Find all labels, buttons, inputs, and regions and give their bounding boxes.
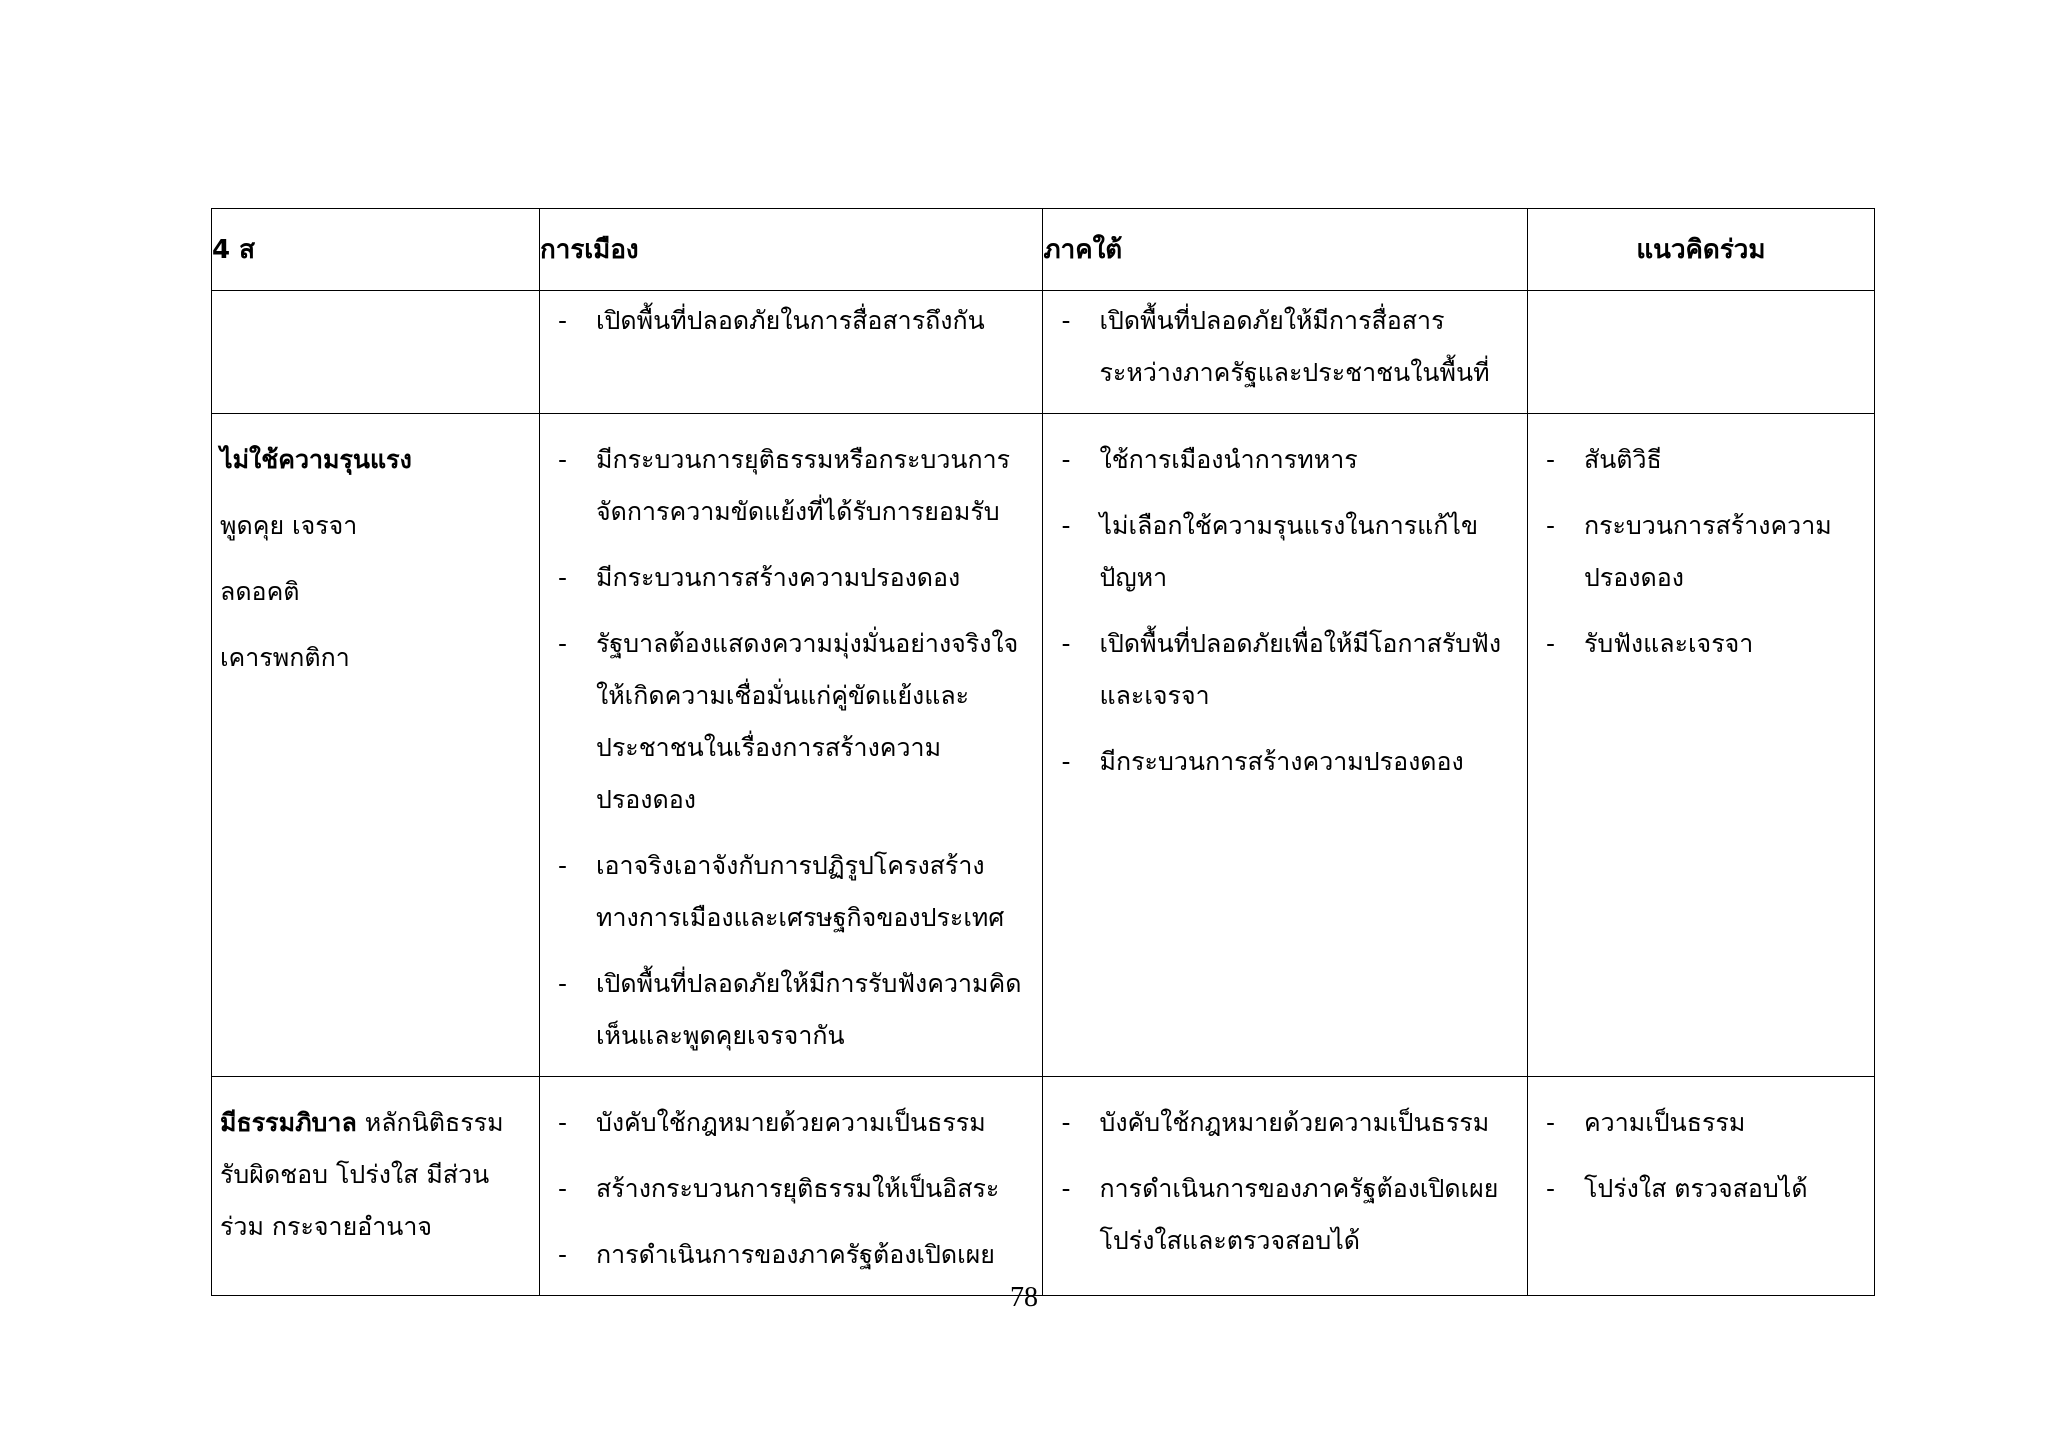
header-politics: การเมือง bbox=[539, 209, 1043, 291]
table-row bbox=[212, 1077, 1875, 1296]
list-item: - มีกระบวนการสร้างความปรองดอง bbox=[557, 563, 961, 592]
list-item: - กระบวนการสร้างความปรองดอง bbox=[1545, 511, 1832, 592]
cell-south bbox=[1043, 1077, 1527, 1296]
list-item: - เปิดพื้นที่ปลอดภัยในการสื่อสารถึงกัน bbox=[557, 306, 985, 335]
row-subitem: ลดอคติ bbox=[220, 577, 300, 606]
header-common: แนวคิดร่วม bbox=[1527, 209, 1874, 291]
cell-politics bbox=[539, 291, 1043, 414]
list-item: - รับฟังและเจรจา bbox=[1545, 629, 1754, 658]
list-item: - เอาจริงเอาจังกับการปฏิรูปโครงสร้างทางการเมืองและเศรษฐกิจของประเทศ bbox=[557, 851, 1005, 932]
list-item: - มีกระบวนการยุติธรรมหรือกระบวนการจัดการความขัดแย้งที่ได้รับการยอมรับ bbox=[557, 445, 1011, 526]
page-number: 78 bbox=[1010, 1282, 1038, 1313]
cell-south bbox=[1043, 414, 1527, 1077]
list-item: - เปิดพื้นที่ปลอดภัยให้มีการรับฟังความคิดเห็นและพูดคุยเจรจากัน bbox=[557, 969, 1022, 1050]
list-item: - ไม่เลือกใช้ความรุนแรงในการแก้ไขปัญหา bbox=[1061, 511, 1479, 592]
list-item: - สันติวิธี bbox=[1545, 445, 1662, 474]
row-subitem: หลักนิติธรรม รับผิดชอบ โปร่งใส มีส่วนร่วม กระจายอำนาจ bbox=[220, 1108, 504, 1241]
list-item: - โปร่งใส ตรวจสอบได้ bbox=[1545, 1174, 1808, 1203]
cell-4s bbox=[212, 1077, 540, 1296]
list-item: - เปิดพื้นที่ปลอดภัยให้มีการสื่อสารระหว่างภาครัฐและประชาชนในพื้นที่ bbox=[1061, 306, 1490, 387]
header-4s: 4 ส bbox=[212, 209, 540, 291]
row-title: มีธรรมภิบาล bbox=[220, 1108, 357, 1137]
list-item: - ใช้การเมืองนำการทหาร bbox=[1061, 445, 1358, 474]
cell-4s bbox=[212, 414, 540, 1077]
list-item: - รัฐบาลต้องแสดงความมุ่งมั่นอย่างจริงใจให้เกิดความเชื่อมั่นแก่คู่ขัดแย้งและประชาชนในเรื่องการสร้างความปรองดอง bbox=[557, 629, 1019, 814]
cell-south bbox=[1043, 291, 1527, 414]
list-item: - สร้างกระบวนการยุติธรรมให้เป็นอิสระ bbox=[557, 1174, 1000, 1203]
comparison-table bbox=[211, 208, 1875, 1296]
header-south: ภาคใต้ bbox=[1043, 209, 1527, 291]
list-item: - ความเป็นธรรม bbox=[1545, 1108, 1746, 1137]
table-row bbox=[212, 291, 1875, 414]
row-subitem: เคารพกติกา bbox=[220, 643, 350, 672]
list-item: - เปิดพื้นที่ปลอดภัยเพื่อให้มีโอกาสรับฟังและเจรจา bbox=[1061, 629, 1502, 710]
table-header-row bbox=[212, 209, 1875, 291]
list-item: - การดำเนินการของภาครัฐต้องเปิดเผยโปร่งใสและตรวจสอบได้ bbox=[1061, 1174, 1499, 1255]
list-item: - มีกระบวนการสร้างความปรองดอง bbox=[1061, 747, 1464, 776]
cell-common bbox=[1527, 291, 1874, 414]
cell-4s bbox=[212, 291, 540, 414]
row-title: ไม่ใช้ความรุนแรง bbox=[220, 445, 412, 474]
cell-common bbox=[1527, 414, 1874, 1077]
cell-common bbox=[1527, 1077, 1874, 1296]
cell-politics bbox=[539, 414, 1043, 1077]
list-item: - บังคับใช้กฎหมายด้วยความเป็นธรรม bbox=[1061, 1108, 1490, 1137]
cell-politics bbox=[539, 1077, 1043, 1296]
table-row bbox=[212, 414, 1875, 1077]
list-item: - การดำเนินการของภาครัฐต้องเปิดเผย bbox=[557, 1240, 995, 1269]
row-subitem: พูดคุย เจรจา bbox=[220, 511, 358, 540]
list-item: - บังคับใช้กฎหมายด้วยความเป็นธรรม bbox=[557, 1108, 986, 1137]
